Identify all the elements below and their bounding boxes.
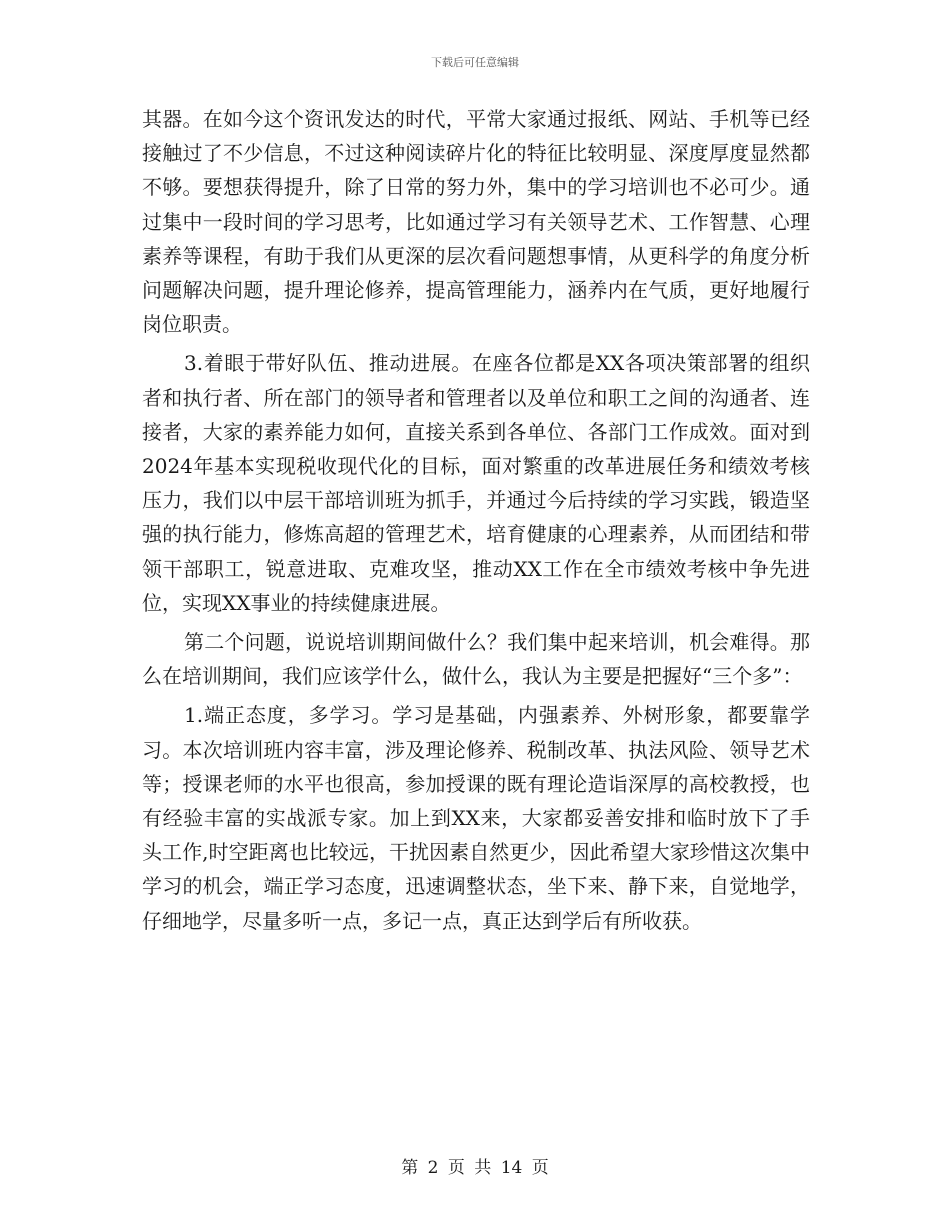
document-body <box>142 102 810 938</box>
page-number-footer: 第 2 页 共 14 页 <box>401 1158 549 1178</box>
page-header: 下载后可任意编辑 <box>431 56 519 69</box>
paragraph-4: 1.端正态度，多学习。学习是基础，内强素养、外树形象，都要靠学习。本次培训班内容丰富，涉及理论修养、税制改革、执法风险、领导艺术等；授课老师的水平也很高，参加授课的既有理论造诣深厚的高校教授，也有经验丰富的实战派专家。加上到XX来，大家都妥善安排和临时放下了手头工作,时空距离也比较远，干扰因素自然更少，因此希望大家珍惜这次集中学习的机会，端正学习态度，迅速调整状态，坐下来、静下来，自觉地学，仔细地学，尽量多听一点，多记一点，真正达到学后有所收获。 <box>142 703 810 933</box>
paragraph-2: 3.着眼于带好队伍、推动进展。在座各位都是XX各项决策部署的组织者和执行者、所在部门的领导者和管理者以及单位和职工之间的沟通者、连接者，大家的素养能力如何，直接关系到各单位、各部门工作成效。面对到2024年基本实现税收现代化的目标，面对繁重的改革进展任务和绩效考核压力，我们以中层干部培训班为抓手，并通过今后持续的学习实践，锻造坚强的执行能力，修炼高超的管理艺术，培育健康的心理素养，从而团结和带领干部职工，锐意进取、克难攻坚，推动XX工作在全市绩效考核中争先进位，实现XX事业的持续健康进展。 <box>142 351 810 615</box>
paragraph-3: 第二个问题，说说培训期间做什么？我们集中起来培训，机会难得。那么在培训期间，我们应该学什么，做什么，我认为主要是把握好“三个多”： <box>142 630 810 689</box>
paragraph-1: 其器。在如今这个资讯发达的时代，平常大家通过报纸、网站、手机等已经接触过了不少信息，不过这种阅读碎片化的特征比较明显、深度厚度显然都不够。要想获得提升，除了日常的努力外，集中的学习培训也不必可少。通过集中一段时间的学习思考，比如通过学习有关领导艺术、工作智慧、心理素养等课程，有助于我们从更深的层次看问题想事情，从更科学的角度分析问题解决问题，提升理论修养，提高管理能力，涵养内在气质，更好地履行岗位职责。 <box>142 107 810 337</box>
